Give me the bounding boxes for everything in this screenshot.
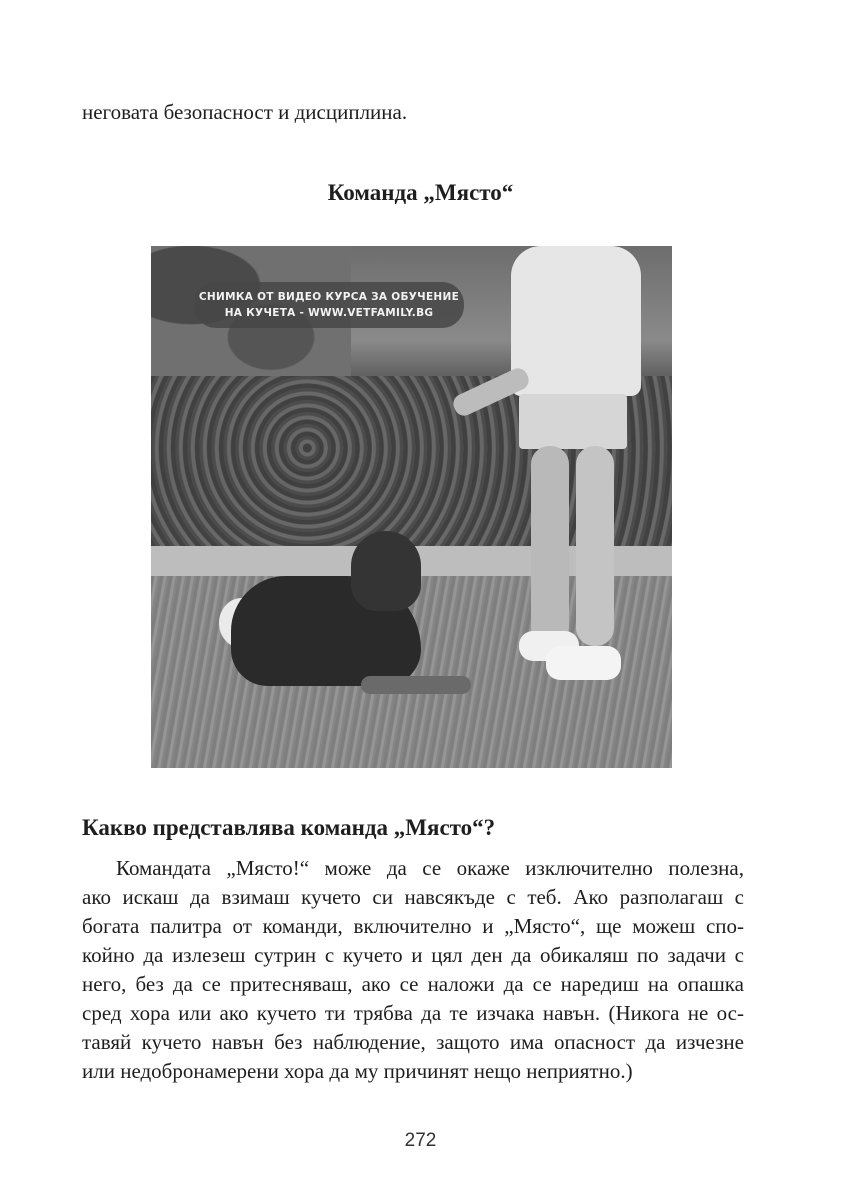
paragraph-line: койно да излезеш сутрин с кучето и цял ден да обикаляш по задачи с: [82, 943, 744, 967]
watermark-line: СНИМКА ОТ ВИДЕО КУРСА ЗА ОБУЧЕНИЕ: [198, 291, 460, 303]
paragraph-line: сред хора или ако кучето ти трябва да те изчака навън. (Никога не ос-: [82, 1001, 744, 1025]
paragraph-line: тавяй кучето навън без наблюдение, защото има опасност да изчезне: [82, 1030, 744, 1054]
photo-trainer-shoe: [546, 646, 621, 680]
photo-dog-paw: [361, 676, 471, 694]
paragraph-line: ако искаш да взимаш кучето си навсякъде с теб. Ако разполагаш с: [82, 885, 744, 909]
photo-trainer-leg: [576, 446, 614, 646]
photo-trainer-shorts: [519, 394, 627, 449]
photo-trainer-leg: [531, 446, 569, 646]
paragraph-line: или недобронамерени хора да му причинят нещо неприятно.): [82, 1059, 633, 1083]
section-heading: Какво представлява команда „Място“?: [82, 815, 496, 840]
watermark-line: НА КУЧЕТА - WWW.VETFAMILY.BG: [224, 307, 434, 319]
page-number: 272: [404, 1130, 437, 1151]
page-title: Команда „Място“: [327, 180, 514, 205]
photo-trainer-shirt: [511, 246, 641, 396]
body-paragraph: [82, 854, 744, 1086]
photo-watermark: [194, 282, 464, 328]
paragraph-line: богата палитра от команди, включително и „Място“, ще можеш спо-: [82, 914, 744, 938]
photo-dog-head: [351, 531, 421, 611]
photo-dog-training: [151, 246, 672, 768]
continued-text-line: неговата безопасност и дисциплина.: [82, 100, 408, 124]
paragraph-line: него, без да се притесняваш, ако се наложи да се наредиш на опашка: [82, 972, 744, 996]
paragraph-line: Командата „Място!“ може да се окаже изключително полезна,: [116, 856, 744, 880]
